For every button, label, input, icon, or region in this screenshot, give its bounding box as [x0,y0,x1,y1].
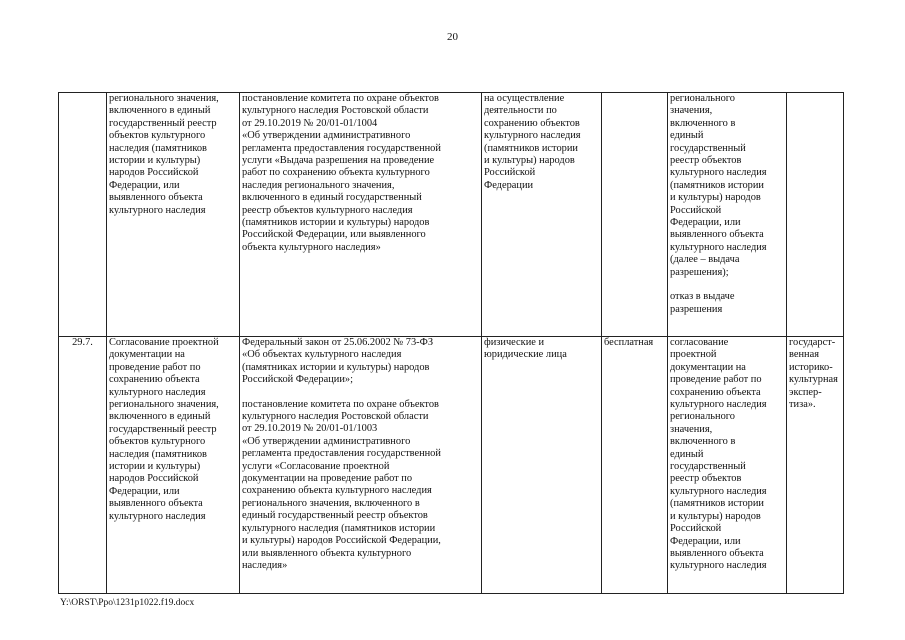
text-line: культурного наследия (памятников истории [242,522,436,534]
text-line: значения, [670,105,713,117]
text-line: юридические лица [484,349,567,361]
result-paragraph [670,93,784,279]
text-line: физические и [484,337,545,348]
legal-basis-cell [240,337,482,594]
text-line: Российской [670,523,722,535]
text-line: документации на [109,349,185,361]
text-line: культурного наследия [670,167,767,179]
text-line: на осуществление [484,93,565,104]
text-line: Федерации [484,179,534,191]
text-line: от 29.10.2019 № 20/01-01/1003 [242,423,378,435]
text-line: Федерации, или [670,217,741,229]
table-row [59,93,844,337]
text-line: регионального значения, [109,399,219,411]
text-line: реестр объектов культурного наследия [242,204,413,216]
text-line: постановление комитета по охране объектов [242,93,439,104]
legal-basis-paragraph [242,337,479,387]
result-paragraph [670,337,784,573]
text-line: включенного в единый государственный [242,192,422,204]
text-line: и культуры) народов [670,510,761,522]
row-number-cell [59,93,107,337]
text-line: деятельности по [484,105,557,117]
text-line: от 29.10.2019 № 20/01-01/1004 [242,117,378,129]
text-line: включенного в [670,117,736,129]
text-line: (памятников истории [670,498,764,510]
text-line: (памятниках истории и культуры) народов [242,361,430,373]
text-line: единый государственный реестр объектов [242,510,428,522]
text-line: Российской Федерации, или выявленного [242,229,426,241]
text-line: (далее – выдача [670,254,740,266]
text-line: включенного в [670,436,736,448]
text-line: народов Российской [109,473,199,485]
legal-basis-cell [240,93,482,337]
text-line: культурного наследия [109,204,206,216]
legal-basis-paragraph [242,399,479,573]
text-line: Российской Федерации»; [242,374,353,386]
text-line: реестр объектов [670,155,742,167]
fee-cell [602,93,668,337]
result-cell [668,337,787,594]
services-table [58,92,844,594]
text-line: и культуры) народов Российской Федерации, [242,535,441,547]
text-line: истории и культуры) [109,461,201,473]
text-line: культурного наследия [670,399,767,411]
row-number-cell: 29.7. [59,337,107,594]
text-line: постановление комитета по охране объектов [242,398,439,410]
result-cell [668,93,787,337]
text-line: регионального [670,411,735,423]
text-line: отказ в выдаче [670,291,735,303]
text-line: тиза». [789,399,816,411]
text-line: сохранению объекта [670,386,761,398]
text-line: (памятников истории [484,142,578,154]
text-line: наследия (памятников [109,448,207,460]
text-line: Согласование проектной [109,337,219,348]
text-line: государственный реестр [109,117,217,129]
text-line: включенного в единый [109,411,211,423]
text-line: Федерации, или [670,535,741,547]
text-line: реестр объектов [670,473,742,485]
text-line: культурного наследия [670,560,767,572]
text-line: Федерации, или [109,485,180,497]
text-line: (памятников истории [670,179,764,191]
text-line: «Об утверждении административного [242,435,411,447]
result-paragraph [670,291,784,316]
text-line: единый [670,448,704,460]
text-line: объектов культурного [109,436,206,448]
table-row [59,337,844,594]
text-line: и культуры) народов [484,155,575,167]
text-line: разрешения); [670,266,729,278]
text-line: регионального значения, [109,93,219,104]
text-line: (памятников истории и культуры) народов [242,217,430,229]
text-line: истории и культуры) [109,155,201,167]
text-line: культурного наследия [109,510,206,522]
service-name-cell [107,93,240,337]
text-line: государственный [670,461,746,473]
text-line: или выявленного объекта культурного [242,547,412,559]
text-line: разрешения [670,303,723,315]
legal-basis-paragraph [242,93,479,254]
text-line: объекта культурного наследия» [242,241,381,253]
service-name-cell [107,337,240,594]
text-line: регионального [670,93,735,104]
text-line: объектов культурного [109,130,206,142]
text-line: народов Российской [109,167,199,179]
text-line: услуги «Согласование проектной [242,460,390,472]
text-line: культурного наследия Ростовской области [242,105,429,117]
text-line: «Об утверждении административного [242,130,411,142]
text-line: сохранению объектов [484,117,580,129]
text-line: регламента предоставления государственной [242,142,441,154]
text-line: и культуры) народов [670,192,761,204]
text-line: культурного наследия [109,386,206,398]
text-line: наследия (памятников [109,142,207,154]
text-line: выявленного объекта [670,547,764,559]
text-line: проведение работ по [109,361,201,373]
text-line: «Об объектах культурного наследия [242,349,402,361]
text-line: культурного наследия [484,130,581,142]
text-line: единый [670,130,704,142]
text-line: проведение работ по [670,374,762,386]
text-line: наследия» [242,559,288,571]
note-cell [787,337,844,594]
text-line: Российской [484,167,536,179]
text-line: услуги «Выдача разрешения на проведение [242,155,435,167]
text-line: регламента предоставления государственной [242,448,441,460]
text-line: выявленного объекта [109,192,203,204]
text-line: включенного в единый [109,105,211,117]
text-line: проектной [670,349,717,361]
text-line: культурного наследия [670,485,767,497]
text-line: наследия регионального значения, [242,179,395,191]
text-line: значения, [670,423,713,435]
text-line: согласование [670,337,729,348]
text-line: культурного наследия Ростовской области [242,411,429,423]
text-line: сохранению объекта [109,374,200,386]
text-line: экспер- [789,386,822,398]
text-line: государст- [789,337,836,348]
applicants-cell [482,337,602,594]
note-cell [787,93,844,337]
text-line: регионального значения, включенного в [242,497,420,509]
text-line: венная [789,349,819,361]
text-line: государственный реестр [109,423,217,435]
text-line: работ по сохранению объекта культурного [242,167,430,179]
text-line: Федерации, или [109,179,180,191]
text-line: сохранению объекта культурного наследия [242,485,432,497]
text-line: документации на [670,361,746,373]
text-line: выявленного объекта [670,229,764,241]
page-number: 20 [447,31,458,43]
footer-file-path: Y:\ORST\Ppo\1231p1022.f19.docx [60,598,195,608]
text-line: выявленного объекта [109,498,203,510]
text-line: культурная [789,374,838,386]
text-line: государственный [670,142,746,154]
applicants-cell [482,93,602,337]
fee-cell: бесплатная [602,337,668,594]
text-line: историко- [789,361,833,373]
text-line: документации на проведение работ по [242,473,413,485]
text-line: культурного наследия [670,241,767,253]
text-line: Российской [670,204,722,216]
text-line: Федеральный закон от 25.06.2002 № 73-ФЗ [242,337,434,348]
